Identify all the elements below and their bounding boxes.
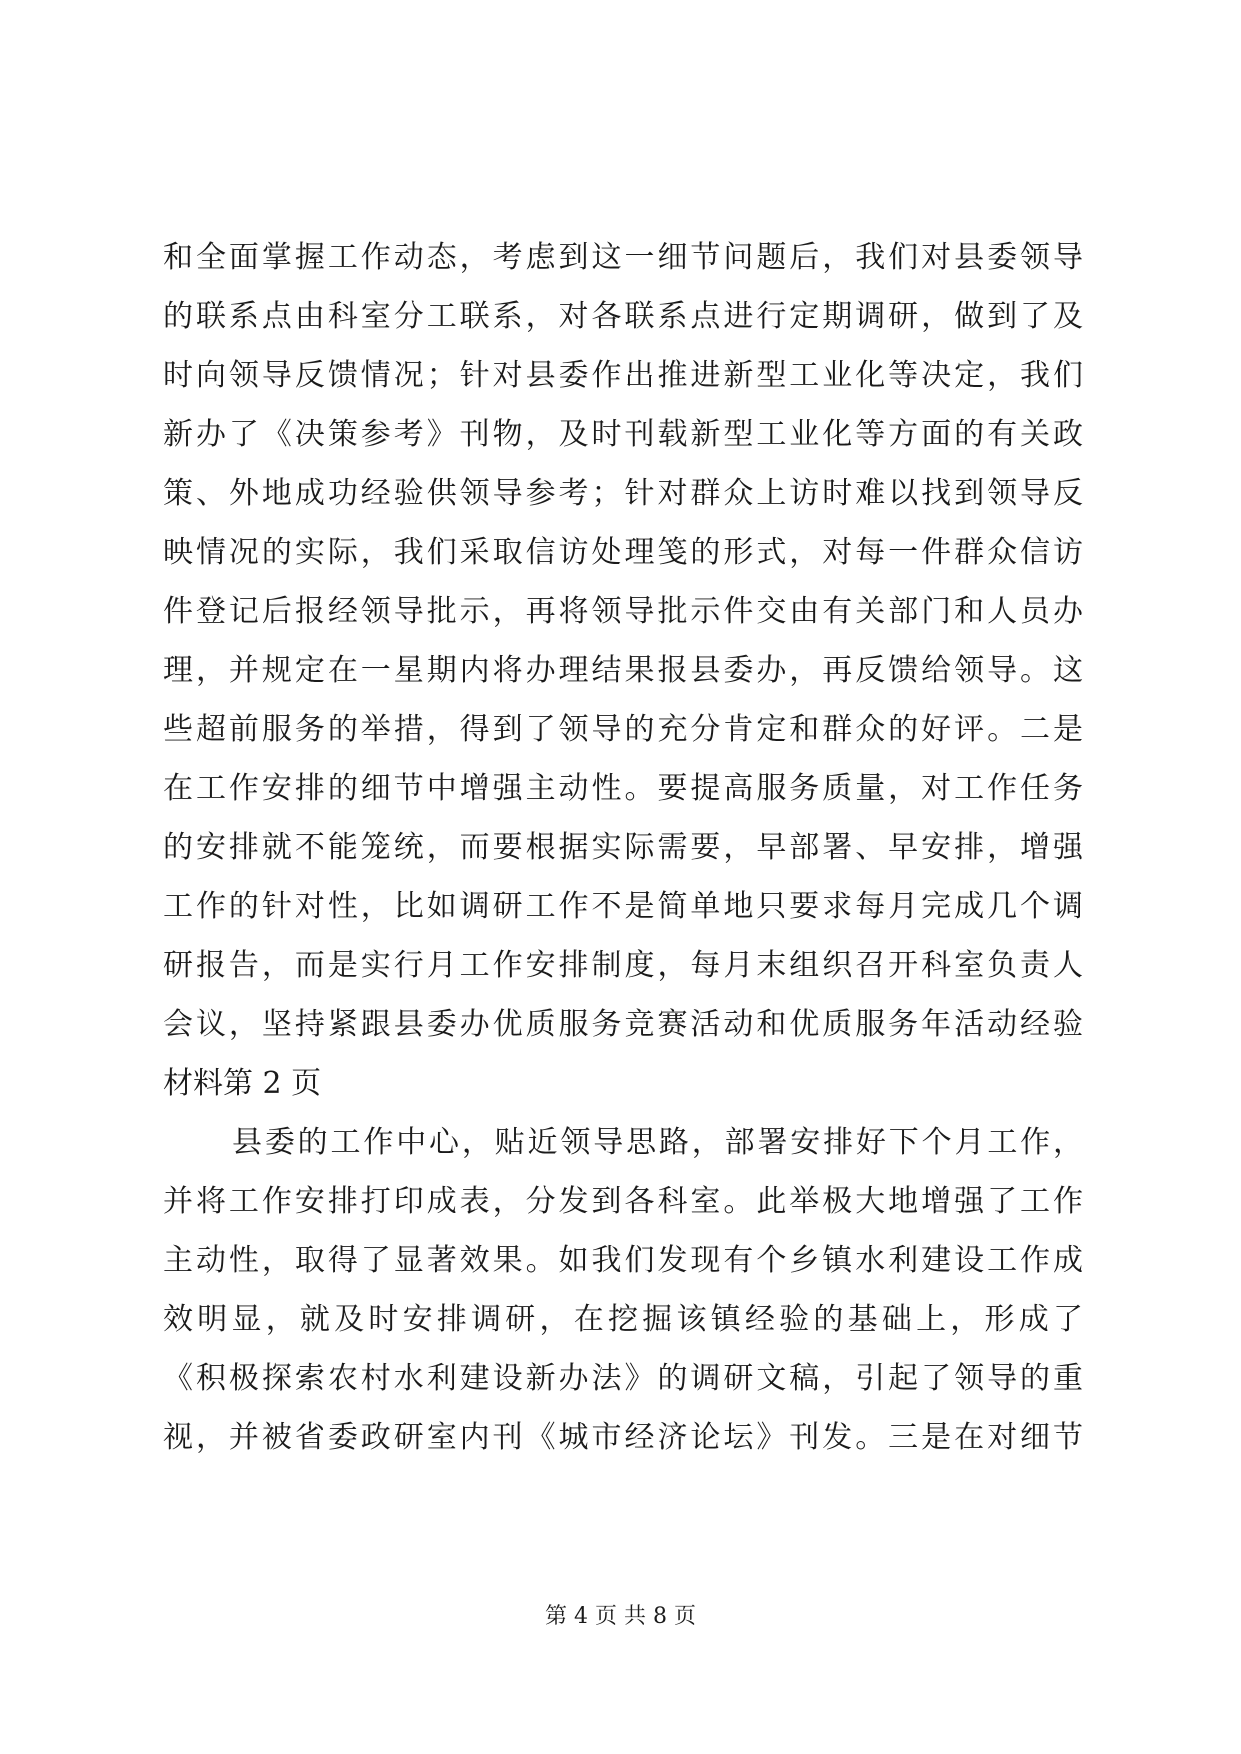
text-line: 研报告，而是实行月工作安排制度，每月末组织召开科室负责人 — [163, 948, 1083, 983]
text-line: 新办了《决策参考》刊物，及时刊载新型工业化等方面的有关政 — [163, 417, 1083, 452]
text-line: 效明显，就及时安排调研，在挖掘该镇经验的基础上，形成了 — [163, 1302, 1083, 1337]
text-line: 的安排就不能笼统，而要根据实际需要，早部署、早安排，增强 — [163, 830, 1083, 865]
paragraph-first-line: 县委的工作中心，贴近领导思路，部署安排好下个月工作， — [232, 1125, 1083, 1160]
text-line: 和全面掌握工作动态，考虑到这一细节问题后，我们对县委领导 — [163, 240, 1083, 275]
text-line: 映情况的实际，我们采取信访处理笺的形式，对每一件群众信访 — [163, 535, 1083, 570]
text-line: 主动性，取得了显著效果。如我们发现有个乡镇水利建设工作成 — [163, 1243, 1083, 1278]
text-line: 工作的针对性，比如调研工作不是简单地只要求每月完成几个调 — [163, 889, 1083, 924]
text-line: 件登记后报经领导批示，再将领导批示件交由有关部门和人员办 — [163, 594, 1083, 629]
text-line: 些超前服务的举措，得到了领导的充分肯定和群众的好评。二是 — [163, 712, 1083, 747]
body-text — [163, 228, 1083, 1467]
text-line: 视，并被省委政研室内刊《城市经济论坛》刊发。三是在对细节 — [163, 1420, 1083, 1455]
text-line: 在工作安排的细节中增强主动性。要提高服务质量，对工作任务 — [163, 771, 1083, 806]
text-line: 策、外地成功经验供领导参考；针对群众上访时难以找到领导反 — [163, 476, 1083, 511]
text-line: 的联系点由科室分工联系，对各联系点进行定期调研，做到了及 — [163, 299, 1083, 334]
text-line-page-note: 材料第 2 页 — [163, 1066, 322, 1101]
text-line: 理，并规定在一星期内将办理结果报县委办，再反馈给领导。这 — [163, 653, 1083, 688]
text-line: 时向领导反馈情况；针对县委作出推进新型工业化等决定，我们 — [163, 358, 1083, 393]
page-footer: 第 4 页 共 8 页 — [545, 1604, 696, 1629]
text-line: 并将工作安排打印成表，分发到各科室。此举极大地增强了工作 — [163, 1184, 1083, 1219]
text-line: 会议，坚持紧跟县委办优质服务竞赛活动和优质服务年活动经验 — [163, 1007, 1083, 1042]
text-line: 《积极探索农村水利建设新办法》的调研文稿，引起了领导的重 — [163, 1361, 1083, 1396]
